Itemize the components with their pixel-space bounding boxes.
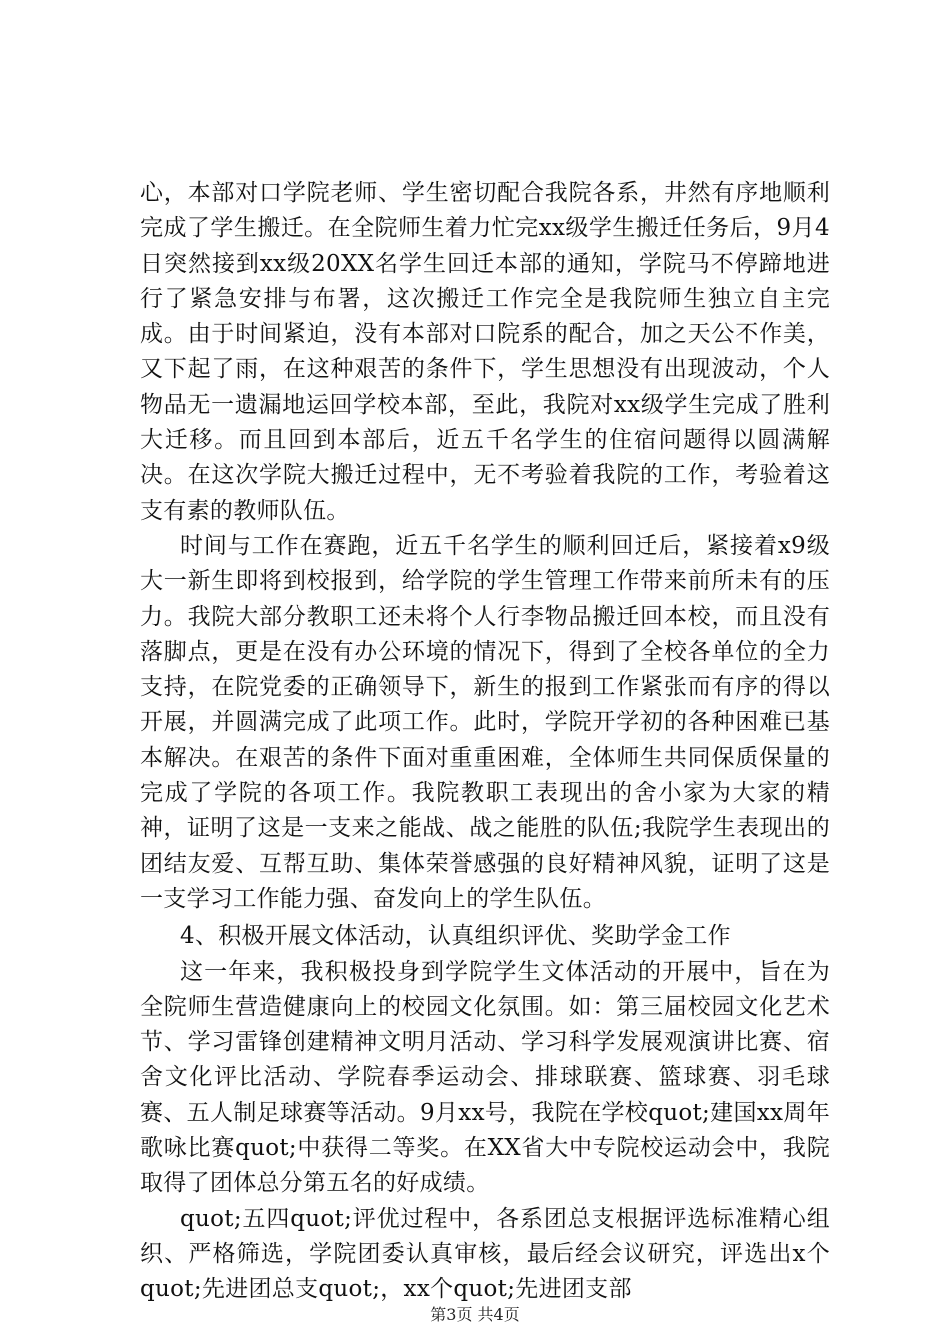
section-heading-4: 4、积极开展文体活动，认真组织评优、奖助学金工作 (180, 923, 731, 950)
paragraph-relocation: 心，本部对口学院老师、学生密切配合我院各系，井然有序地顺利完成了学生搬迁。在全院师生着力忙完xx级学生搬迁任务后，9月4日突然接到xx级20XX名学生回迁本部的通知，学院马不停蹄地进行了紧急安排与布署，这次搬迁工作完全是我院师生独立自主完成。由于时间紧迫，没有本部对口院系的配合，加之天公不作美，又下起了雨，在这种艰苦的条件下，学生思想没有出现波动，个人物品无一遗漏地运回学校本部，至此，我院对xx级学生完成了胜利大迁移。而且回到本部后，近五千名学生的住宿问题得以圆满解决。在这次学院大搬迁过程中，无不考验着我院的工作，考验着这支有素的教师队伍。 (140, 180, 830, 524)
document-body (140, 176, 830, 1308)
paragraph-new-students: 时间与工作在赛跑，近五千名学生的顺利回迁后，紧接着x9级大一新生即将到校报到，给学院的学生管理工作带来前所未有的压力。我院大部分教职工还未将个人行李物品搬迁回本校，而且没有落脚点，更是在没有办公环境的情况下，得到了全校各单位的全力支持，在院党委的正确领导下，新生的报到工作紧张而有序的得以开展，并圆满完成了此项工作。此时，学院开学初的各种困难已基本解决。在艰苦的条件下面对重重困难，全体师生共同保质保量的完成了学院的各项工作。我院教职工表现出的舍小家为大家的精神，证明了这是一支来之能战、战之能胜的队伍;我院学生表现出的团结友爱、互帮互助、集体荣誉感强的良好精神风貌，证明了这是一支学习工作能力强、奋发向上的学生队伍。 (140, 532, 830, 912)
page-footer: 第3页 共4页 (430, 1305, 520, 1324)
paragraph-activities: 这一年来，我积极投身到学院学生文体活动的开展中，旨在为全院师生营造健康向上的校园文化氛围。如：第三届校园文化艺术节、学习雷锋创建精神文明月活动、学习科学发展观演讲比赛、宿舍文化评比活动、学院春季运动会、排球联赛、篮球赛、羽毛球赛、五人制足球赛等活动。9月xx号，我院在学校quot;建国xx周年歌咏比赛quot;中获得二等奖。在XX省大中专院校运动会中，我院取得了团体总分第五名的好成绩。 (140, 958, 830, 1197)
paragraph-awards: quot;五四quot;评优过程中，各系团总支根据评选标准精心组织、严格筛选，学院团委认真审核，最后经会议研究，评选出x个quot;先进团总支quot;，xx个quot;先进团支部 (140, 1205, 830, 1303)
